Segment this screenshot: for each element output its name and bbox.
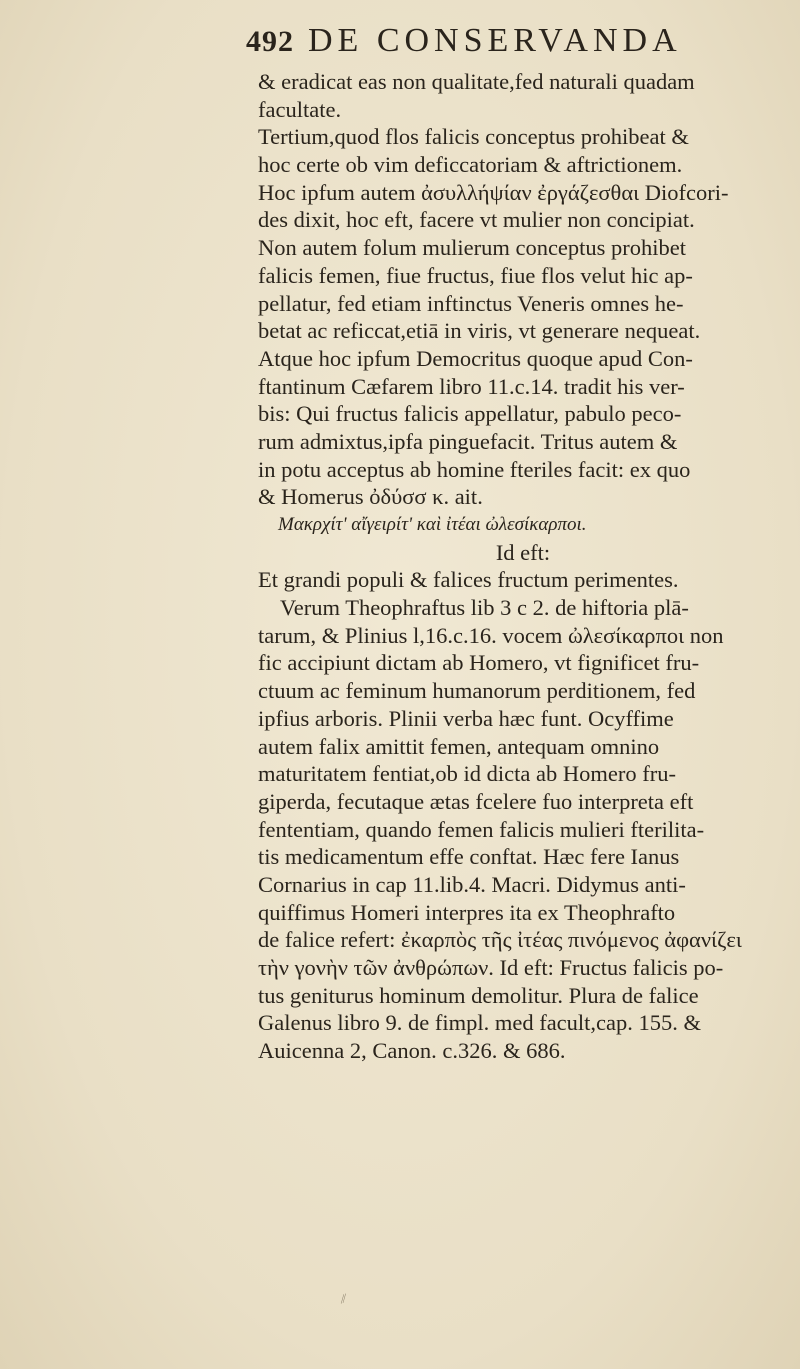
text-line: ftantinum Cæfarem libro 11.c.14. tradit his ver-: [258, 373, 685, 399]
text-line: maturitatem fentiat,ob id dicta ab Homero fru-: [258, 761, 676, 787]
text-line: tarum, & Plinius l,16.c.16. vocem ὠλεσίκαρποι non: [258, 622, 724, 648]
text-line: giperda, fecutaque ætas fcelere fuo interpreta eft: [258, 788, 694, 814]
text-line: Verum Theophraftus lib 3 c 2. de hiftoria plā-: [280, 595, 689, 621]
running-title: DE CONSERVANDA: [308, 22, 682, 59]
text-line: tus geniturus hominum demolitur. Plura de falice: [258, 982, 699, 1008]
text-line: fententiam, quando femen falicis mulieri fterilita-: [258, 816, 705, 842]
text-line: Atque hoc ipfum Democritus quoque apud Con-: [258, 345, 693, 371]
text-line: des dixit, hoc eft, facere vt mulier non concipiat.: [258, 207, 695, 233]
text-line: betat ac reficcat,etiā in viris, vt generare nequeat.: [258, 318, 701, 344]
text-line: Non autem folum mulierum conceptus prohibet: [258, 235, 687, 261]
text-line: Hoc ipfum autem ἀσυλλήψίαν ἐργάζεσθαι Diofcori-: [258, 179, 729, 205]
page-number: 492: [246, 25, 294, 58]
text-line: bis: Qui fructus falicis appellatur, pabulo peco-: [258, 401, 682, 427]
text-line: falicis femen, fiue fructus, fiue flos velut hic ap-: [258, 262, 693, 288]
text-line: de falice refert: ἐκαρπὸς τῆς ἰτέας πινόμενος ἀφανίζει: [258, 927, 742, 953]
text-line: hoc certe ob vim deficcatoriam & aftrictionem.: [258, 152, 683, 178]
ink-smudge: ⁄⁄: [339, 1291, 348, 1306]
text-line: in potu acceptus ab homine fteriles facit: ex quo: [258, 456, 691, 482]
text-line: rum admixtus,ipfa pinguefacit. Tritus autem &: [258, 428, 678, 454]
text-line: autem falix amittit femen, antequam omnino: [258, 733, 660, 759]
page-header: [246, 22, 766, 74]
text-line: quiffimus Homeri interpres ita ex Theophrafto: [258, 899, 676, 925]
text-line: fic accipiunt dictam ab Homero, vt fignificet fru-: [258, 650, 700, 676]
text-line-id-est: Id eft:: [495, 539, 551, 565]
text-line: & eradicat eas non qualitate,fed naturali quadam: [258, 69, 695, 94]
text-line: tis medicamentum effe conftat. Hæc fere Ianus: [258, 844, 680, 870]
text-line: τὴν γονὴν τῶν ἀνθρώπων. Id eft: Fructus falicis po-: [258, 955, 724, 980]
text-line: Auicenna 2, Canon. c.326. & 686.: [258, 1038, 566, 1064]
text-line: Galenus libro 9. de fimpl. med facult,cap. 155. &: [258, 1010, 702, 1036]
body-text: [258, 68, 788, 1065]
text-line: Cornarius in cap 11.lib.4. Macri. Didymus anti-: [258, 871, 686, 897]
text-line: facultate.: [258, 96, 342, 122]
text-line: Et grandi populi & falices fructum perimentes.: [258, 567, 679, 593]
greek-verse-line: Μακρχίτ' αἴγειρίτ' καὶ ἰτέαι ὠλεσίκαρποι.: [278, 514, 587, 535]
text-line: pellatur, fed etiam inftinctus Veneris omnes he-: [258, 290, 684, 316]
text-line: ipfius arboris. Plinii verba hæc funt. Ocyffime: [258, 705, 674, 731]
text-line: & Homerus ὀδύσσ κ. ait.: [258, 484, 483, 510]
text-line: Tertium,quod flos falicis conceptus prohibeat &: [258, 124, 689, 150]
text-line: ctuum ac feminum humanorum perditionem, fed: [258, 678, 696, 704]
